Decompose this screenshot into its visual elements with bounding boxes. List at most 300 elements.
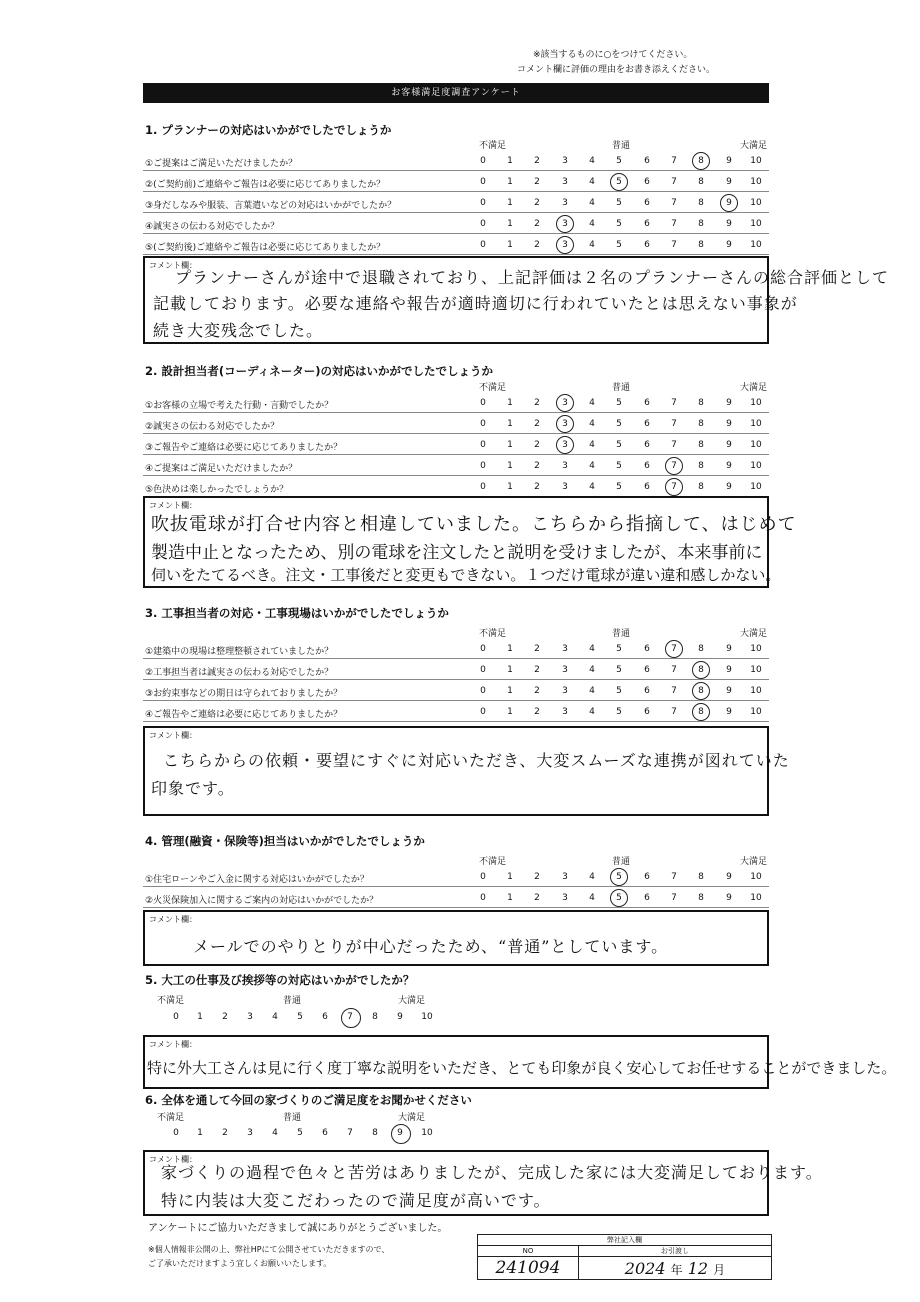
scale-number: 6 [644,461,650,471]
scale-number: 0 [480,872,486,882]
section-1-title: 1. プランナーの対応はいかがでしたでしょうか [145,123,392,137]
comment-line: こちらからの依頼・要望にすぐに対応いただき、大変スムーズな連携が図れていた [163,751,790,770]
selected-score-circle [610,173,628,191]
scale-number: 6 [322,1012,328,1022]
section-3-title: 3. 工事担当者の対応・工事現場はいかがでしたでしょうか [145,606,449,620]
scale-number: 9 [726,240,732,250]
scale-number: 1 [507,893,513,903]
scale-number: 7 [671,219,677,229]
scale-number: 2 [222,1012,228,1022]
scale-number: 6 [644,686,650,696]
scale-number: 4 [589,240,595,250]
selected-score-circle [556,415,574,433]
row-divider [143,412,769,413]
question-text: ⑤(ご契約後)ご連絡やご報告は必要に応じてありましたか？ [145,243,386,253]
scale-number: 5 [616,707,622,717]
question-text: ②(ご契約前)ご連絡やご報告は必要に応じてありましたか？ [145,180,386,190]
scale-number: 0 [480,177,486,187]
section-3-comment-box [143,726,790,816]
scale-number: 6 [644,398,650,408]
selected-score-circle [692,703,710,721]
scale-number: 0 [173,1128,179,1138]
scale-number: 8 [698,686,704,696]
scale-number: 3 [562,707,568,717]
selected-score-circle [692,682,710,700]
scale-number: 8 [698,461,704,471]
scale-number: 6 [644,893,650,903]
scale-number: 1 [197,1128,203,1138]
scale-number: 7 [671,198,677,208]
scale-number: 2 [534,461,540,471]
selected-score-circle [556,394,574,412]
scale-number: 7 [671,177,677,187]
scale-number: 4 [589,440,595,450]
scale-number: 9 [726,419,732,429]
scale-number: 8 [698,872,704,882]
question-text: ④ご提案はご満足いただけましたか？ [145,464,298,474]
scale-number: 3 [562,219,568,229]
scale-number: 5 [616,419,622,429]
scale-number: 10 [750,156,762,166]
selected-score-circle [610,868,628,886]
selected-score-circle [720,194,738,212]
section-2-comment-box [143,496,797,588]
section-1-comment-box [143,256,890,344]
scale-number: 2 [534,665,540,675]
scale-number: 1 [507,665,513,675]
scale-number: 7 [347,1128,353,1138]
scale-number: 5 [616,893,622,903]
scale-number: 4 [589,872,595,882]
office-use-table [477,1234,772,1280]
scale-number: 1 [507,686,513,696]
office-no-value: 241094 [478,1257,579,1280]
scale-number: 9 [726,893,732,903]
scale-number: 7 [671,240,677,250]
scale-number: 5 [616,177,622,187]
comment-line: 伺いをたてるべき。注文・工事後だと変更もできない。１つだけ電球が違い違和感しかない。 [151,566,781,584]
selected-score-circle [665,457,683,475]
scale-number: 0 [480,665,486,675]
question-text: ⑤色決めは楽しかったでしょうか？ [145,485,289,495]
scale-number: 2 [534,482,540,492]
scale-high-label: 大満足 [740,141,768,151]
scale-number: 7 [671,872,677,882]
row-divider [143,191,769,192]
scale-number: 6 [644,198,650,208]
scale-number: 3 [562,893,568,903]
scale-number: 10 [750,440,762,450]
scale-number: 1 [507,872,513,882]
scale-number: 9 [397,1012,403,1022]
row-divider [143,433,769,434]
section-6-comment-box [143,1150,823,1216]
scale-number: 6 [644,240,650,250]
scale-number: 2 [534,177,540,187]
scale-mid-label: 普通 [283,1113,302,1123]
scale-number: 8 [372,1128,378,1138]
scale-number: 4 [589,893,595,903]
scale-number: 3 [247,1012,253,1022]
scale-number: 2 [534,419,540,429]
office-month-unit: 月 [713,1262,726,1277]
scale-number: 3 [562,665,568,675]
scale-number: 5 [616,665,622,675]
comment-line: 印象です。 [151,779,235,798]
scale-number: 10 [750,665,762,675]
scale-number: 8 [698,440,704,450]
scale-number: 7 [671,707,677,717]
scale-number: 10 [750,644,762,654]
scale-number: 1 [507,398,513,408]
scale-number: 7 [671,398,677,408]
row-divider [143,233,769,234]
scale-number: 3 [562,872,568,882]
scale-number: 10 [750,893,762,903]
scale-number: 8 [698,644,704,654]
scale-number: 1 [507,461,513,471]
scale-number: 5 [616,219,622,229]
scale-number: 4 [589,461,595,471]
scale-number: 4 [589,419,595,429]
scale-number: 7 [347,1012,353,1022]
scale-mid-label: 普通 [612,857,631,867]
scale-number: 10 [421,1012,433,1022]
privacy-line-1: ※個人情報非公開の上、弊社HPにて公開させていただきますので、 [148,1245,390,1254]
scale-number: 2 [534,398,540,408]
selected-score-circle [391,1124,411,1144]
survey-title-banner: お客様満足度調査アンケート [143,83,769,103]
scale-number: 2 [534,219,540,229]
thanks-text: アンケートにご協力いただきまして誠にありがとうございました。 [148,1223,448,1234]
scale-number: 9 [726,872,732,882]
question-text: ③身だしなみや服装、言葉遣いなどの対応はいかがでしたか？ [145,201,397,211]
scale-number: 3 [562,156,568,166]
scale-number: 3 [562,198,568,208]
scale-number: 4 [589,198,595,208]
scale-number: 9 [397,1128,403,1138]
scale-number: 6 [322,1128,328,1138]
scale-number: 6 [644,665,650,675]
scale-number: 1 [507,482,513,492]
scale-number: 5 [297,1012,303,1022]
scale-number: 4 [589,482,595,492]
scale-number: 3 [562,482,568,492]
scale-number: 6 [644,219,650,229]
scale-number: 1 [507,156,513,166]
scale-number: 5 [616,872,622,882]
scale-number: 8 [698,665,704,675]
selected-score-circle [692,152,710,170]
scale-number: 7 [671,419,677,429]
scale-number: 4 [589,398,595,408]
scale-number: 1 [507,240,513,250]
scale-number: 0 [480,707,486,717]
scale-number: 1 [507,644,513,654]
section-5-comment-box [143,1035,897,1089]
scale-number: 2 [534,644,540,654]
question-text: ①ご提案はご満足いただけましたか？ [145,159,298,169]
question-text: ①住宅ローンやご入金に関する対応はいかがでしたか？ [145,875,369,885]
instruction-line-1: ※該当するものに○をつけてください。 [533,50,693,60]
office-date-label: お引渡し [579,1246,772,1257]
scale-number: 7 [671,644,677,654]
comment-line: 製造中止となったため、別の電球を注文したと説明を受けましたが、本来事前に [151,543,763,563]
scale-number: 5 [616,398,622,408]
scale-number: 2 [534,872,540,882]
comment-label: コメント欄： [149,915,197,924]
scale-number: 0 [480,440,486,450]
scale-number: 2 [534,686,540,696]
scale-number: 7 [671,665,677,675]
scale-number: 0 [480,156,486,166]
question-text: ③お約束事などの期日は守られておりましたか？ [145,689,343,699]
scale-number: 7 [671,893,677,903]
scale-number: 10 [750,872,762,882]
section-5-title: 5. 大工の仕事及び挨拶等の対応はいかがでしたか？ [145,973,415,987]
scale-number: 7 [671,440,677,450]
scale-number: 3 [562,398,568,408]
scale-low-label: 不満足 [479,629,507,639]
office-no-label: NO [478,1246,579,1257]
comment-line: 吹抜電球が打合せ内容と相違していました。こちらから指摘して、はじめて [151,514,797,535]
scale-number: 10 [750,219,762,229]
row-divider [143,454,769,455]
scale-number: 4 [272,1012,278,1022]
scale-number: 3 [562,240,568,250]
comment-line: 続き大変残念でした。 [153,321,324,340]
scale-number: 10 [750,177,762,187]
scale-number: 9 [726,707,732,717]
scale-number: 9 [726,398,732,408]
office-date-value [579,1257,772,1280]
selected-score-circle [556,436,574,454]
row-divider [143,700,769,701]
comment-line: プランナーさんが途中で退職されており、上記評価は２名のプランナーさんの総合評価として [175,268,890,287]
comment-line: 特に内装は大変こだわったので満足度が高いです。 [161,1191,551,1210]
scale-number: 2 [534,893,540,903]
scale-number: 4 [272,1128,278,1138]
scale-number: 10 [750,686,762,696]
scale-number: 2 [534,440,540,450]
scale-number: 10 [750,419,762,429]
scale-low-label: 不満足 [479,141,507,151]
row-divider [143,679,769,680]
scale-number: 6 [644,156,650,166]
row-divider [143,475,769,476]
scale-number: 9 [726,686,732,696]
scale-high-label: 大満足 [740,383,768,393]
scale-low-label: 不満足 [479,857,507,867]
row-divider [143,254,769,255]
scale-mid-label: 普通 [612,383,631,393]
scale-number: 10 [750,240,762,250]
scale-number: 8 [698,893,704,903]
selected-score-circle [665,478,683,496]
question-text: ①建築中の現場は整理整頓されていましたか？ [145,647,334,657]
scale-number: 3 [562,419,568,429]
scale-number: 10 [750,707,762,717]
office-month: 12 [687,1258,709,1278]
scale-low-label: 不満足 [479,383,507,393]
scale-high-label: 大満足 [398,996,426,1006]
scale-number: 0 [173,1012,179,1022]
selected-score-circle [665,640,683,658]
row-divider [143,658,769,659]
scale-number: 4 [589,156,595,166]
question-text: ②誠実さの伝わる対応でしたか？ [145,422,280,432]
scale-number: 3 [562,686,568,696]
scale-low-label: 不満足 [157,996,185,1006]
comment-line: メールでのやりとりが中心だったため、“普通”としています。 [193,937,669,956]
selected-score-circle [610,889,628,907]
scale-number: 1 [197,1012,203,1022]
scale-number: 1 [507,198,513,208]
scale-number: 2 [534,198,540,208]
section-4-title: 4. 管理(融資・保険等)担当はいかがでしたでしょうか [145,834,425,848]
scale-number: 10 [750,398,762,408]
selected-score-circle [341,1008,361,1028]
scale-number: 3 [562,644,568,654]
scale-number: 1 [507,419,513,429]
scale-number: 10 [750,461,762,471]
scale-number: 3 [562,177,568,187]
scale-high-label: 大満足 [740,629,768,639]
scale-number: 0 [480,398,486,408]
scale-number: 8 [372,1012,378,1022]
scale-number: 9 [726,219,732,229]
comment-label: コメント欄： [149,261,197,270]
scale-number: 5 [616,440,622,450]
question-text: ②火災保険加入に関するご案内の対応はいかがでしたか？ [145,896,379,906]
row-divider [143,907,769,908]
scale-number: 4 [589,707,595,717]
scale-number: 0 [480,644,486,654]
office-year-unit: 年 [670,1262,683,1277]
scale-number: 7 [671,156,677,166]
scale-number: 0 [480,419,486,429]
scale-number: 6 [644,482,650,492]
row-divider [143,212,769,213]
scale-number: 3 [562,461,568,471]
scale-number: 5 [616,198,622,208]
scale-number: 8 [698,156,704,166]
scale-number: 5 [616,482,622,492]
scale-number: 8 [698,177,704,187]
scale-number: 8 [698,482,704,492]
scale-number: 5 [616,644,622,654]
scale-number: 9 [726,461,732,471]
comment-line: 特に外大工さんは見に行く度丁寧な説明をいただき、とても印象が良く安心してお任せすることができました。 [147,1059,897,1077]
section-6-title: 6. 全体を通して今回の家づくりのご満足度をお聞かせください [145,1093,472,1107]
question-text: ③ご報告やご連絡は必要に応じてありましたか？ [145,443,343,453]
selected-score-circle [556,215,574,233]
scale-number: 7 [671,482,677,492]
scale-number: 2 [534,707,540,717]
scale-number: 4 [589,219,595,229]
privacy-line-2: ご了承いただけますよう宜しくお願いいたします。 [148,1259,332,1268]
scale-high-label: 大満足 [398,1113,426,1123]
scale-number: 0 [480,482,486,492]
scale-number: 6 [644,644,650,654]
scale-number: 0 [480,461,486,471]
scale-mid-label: 普通 [612,629,631,639]
scale-number: 8 [698,419,704,429]
scale-number: 8 [698,707,704,717]
row-divider [143,886,769,887]
office-year: 2024 [624,1258,666,1278]
scale-number: 4 [589,644,595,654]
scale-low-label: 不満足 [157,1113,185,1123]
scale-number: 9 [726,482,732,492]
comment-label: コメント欄： [149,1155,197,1164]
question-text: ④誠実さの伝わる対応でしたか？ [145,222,280,232]
question-text: ④ご報告やご連絡は必要に応じてありましたか？ [145,710,343,720]
question-text: ①お客様の立場で考えた行動・言動でしたか？ [145,401,334,411]
scale-number: 5 [616,156,622,166]
comment-label: コメント欄： [149,1040,197,1049]
scale-number: 0 [480,893,486,903]
instruction-line-2: コメント欄に評価の理由をお書き添えください。 [517,65,716,75]
scale-number: 9 [726,156,732,166]
scale-number: 9 [726,198,732,208]
scale-number: 5 [616,686,622,696]
scale-number: 7 [671,686,677,696]
scale-number: 10 [750,482,762,492]
comment-line: 家づくりの過程で色々と苦労はありましたが、完成した家には大変満足しております。 [161,1163,823,1182]
scale-number: 6 [644,707,650,717]
scale-number: 6 [644,872,650,882]
scale-number: 5 [616,240,622,250]
scale-number: 5 [297,1128,303,1138]
scale-number: 8 [698,240,704,250]
scale-number: 1 [507,707,513,717]
scale-high-label: 大満足 [740,857,768,867]
scale-number: 2 [534,240,540,250]
scale-number: 1 [507,440,513,450]
scale-number: 0 [480,198,486,208]
scale-number: 6 [644,177,650,187]
selected-score-circle [556,236,574,254]
scale-number: 6 [644,419,650,429]
scale-number: 0 [480,686,486,696]
scale-number: 1 [507,177,513,187]
scale-number: 2 [534,156,540,166]
scale-number: 8 [698,219,704,229]
scale-number: 0 [480,219,486,229]
comment-line: 記載しております。必要な連絡や報告が適時適切に行われていたとは思えない事象が [153,294,798,313]
scale-number: 9 [726,644,732,654]
scale-number: 9 [726,440,732,450]
scale-number: 8 [698,398,704,408]
scale-number: 9 [726,177,732,187]
scale-number: 8 [698,198,704,208]
question-text: ②工事担当者は誠実さの伝わる対応でしたか？ [145,668,334,678]
scale-number: 3 [247,1128,253,1138]
scale-number: 2 [222,1128,228,1138]
scale-number: 5 [616,461,622,471]
scale-number: 6 [644,440,650,450]
row-divider [143,170,769,171]
scale-number: 3 [562,440,568,450]
section-2-title: 2. 設計担当者(コーディネーター)の対応はいかがでしたでしょうか [145,364,493,378]
scale-number: 0 [480,240,486,250]
scale-number: 1 [507,219,513,229]
scale-number: 4 [589,665,595,675]
comment-label: コメント欄： [149,731,197,740]
scale-number: 10 [750,198,762,208]
office-header: 弊社記入欄 [478,1235,772,1246]
